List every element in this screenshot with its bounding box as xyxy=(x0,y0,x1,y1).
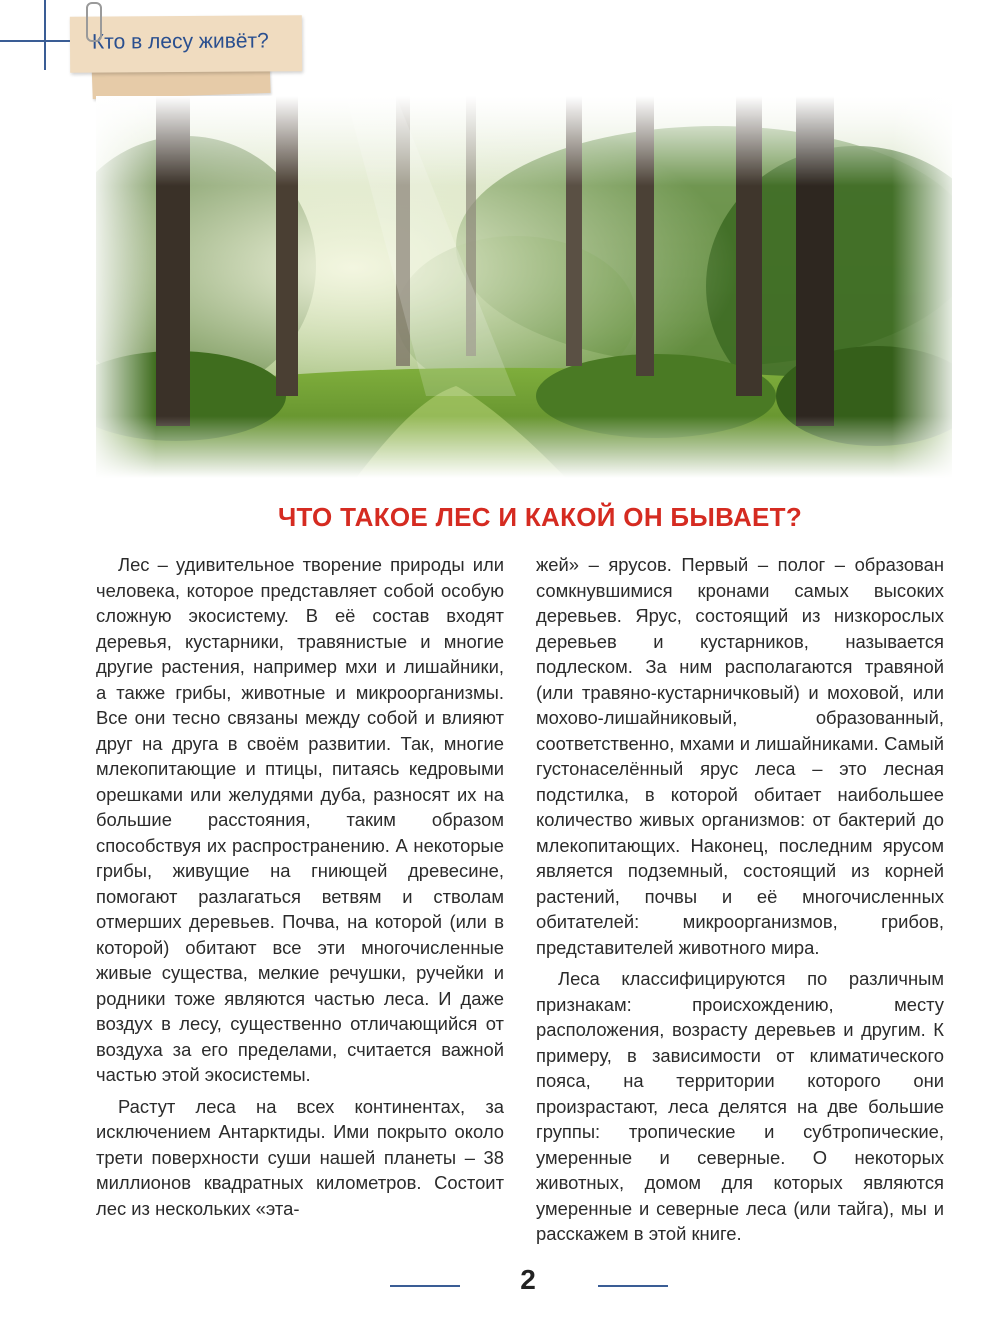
footer-rule-right xyxy=(598,1285,668,1287)
chapter-tab xyxy=(70,15,302,73)
paragraph: Леса классифицируются по различным признакам: происхождению, месту расположения, возрасту деревьев и другим. К примеру, в зависимости от климатического пояса, на территории которого они произрастают, леса делятся на две большие группы: тропические и субтропические, умеренные и северные. О некоторых животных, домом для которых являются умеренные и северные леса (или тайга), мы и расскажем в этой книге. xyxy=(536,968,944,1244)
right-text-column xyxy=(536,552,944,1253)
left-text-column xyxy=(96,552,504,1227)
paragraph: Лес – удивительное творение природы или человека, которое представляет собой особую сложную экосистему. В её состав входят деревья, кустарники, травянистые и многие другие растения, например мхи и лишайники, а также грибы, животные и микроорганизмы. Все они тесно связаны между собой и влияют друг на друга в своём развитии. Так, многие млекопитающие и птицы, питаясь кедровыми орешками или желудями дуба, разносят их на большие расстояния, таким образом способствуя их распространению. А некоторые грибы, живущие на гниющей древесине, помогают разлагаться ветвям и стволам отмерших деревьев. Почва, на которой (или в которой) обитают все эти многочисленные живые существа, мелкие речушки, ручейки и родники тоже являются частью леса. И даже воздух в лесу, существенно отличающийся от воздуха за его пределами, считается важной частью этой экосистемы. xyxy=(96,554,504,1085)
paperclip-icon xyxy=(86,2,102,42)
paragraph: жей» – ярусов. Первый – полог – образован сомкнувшимися кронами самых высоких деревьев. Ярус, состоящий из низкорослых деревьев и кустарников, называется подлеском. За ним располагаются травяной (или травяно-кустарничковый) и моховой, или мохово-лишайниковый, образованный, соответственно, мхами и лишайниками. Самый густонаселённый ярус леса – это лесная подстилка, в которой обитает наибольшее количество живых организмов: от бактерий до млекопитающих. Наконец, последним ярусом является подземный, состоящий из корней растений, почвы и её многочисленных обитателей: микроорганизмов, грибов, представителей животного мира. xyxy=(536,554,944,958)
page-number: 2 xyxy=(520,1264,536,1295)
corner-rule-vertical xyxy=(44,0,46,70)
forest-photo xyxy=(96,96,952,478)
paragraph: Растут леса на всех континентах, за исключением Антарктиды. Ими покрыто около трети поверхности суши нашей планеты – 38 миллионов квадратных километров. Состоит лес из нескольких «эта- xyxy=(96,1095,504,1219)
chapter-title: Кто в лесу живёт? xyxy=(91,29,269,54)
corner-rule-horizontal xyxy=(0,40,70,42)
article-headline: ЧТО ТАКОЕ ЛЕС И КАКОЙ ОН БЫВАЕТ? xyxy=(277,502,803,532)
